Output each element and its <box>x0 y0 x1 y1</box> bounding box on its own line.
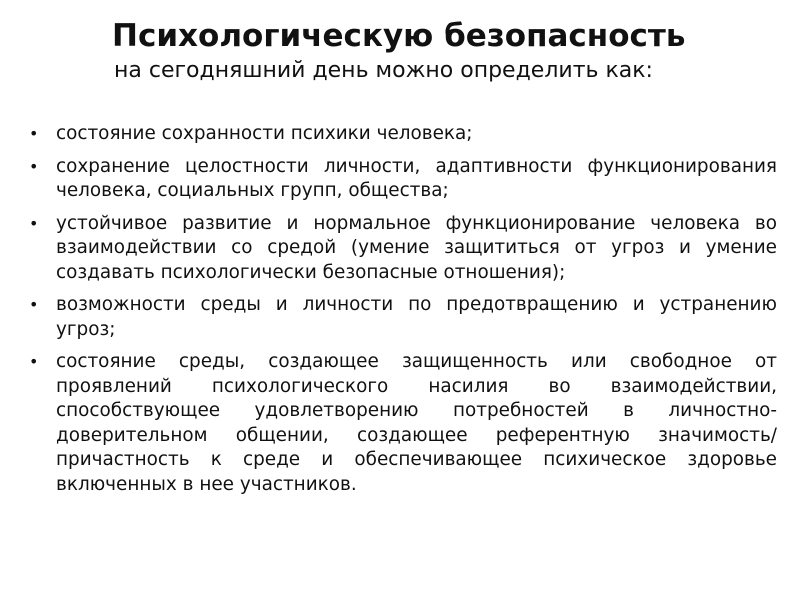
bullet-icon: • <box>29 295 39 314</box>
slide-title: Психологическую безопасность <box>112 18 686 54</box>
bullet-text: возможности среды и личности по предотвращению и устранению угроз; <box>56 294 777 340</box>
bullet-icon: • <box>29 156 39 176</box>
bullet-icon: • <box>29 213 39 233</box>
bullet-item <box>27 122 777 147</box>
bullet-icon: • <box>29 124 39 143</box>
bullet-list <box>27 122 777 505</box>
title-block <box>112 18 752 84</box>
bullet-item <box>27 293 777 342</box>
bullet-item <box>27 350 777 497</box>
bullet-text: устойчивое развитие и нормальное функционирование человека во взаимодействии со средой (умение защититься от угроз и умение создавать психологически безопасные отношения); <box>56 212 777 283</box>
bullet-icon: • <box>29 352 39 371</box>
slide-subtitle: на сегодняшний день можно определить как: <box>114 58 653 83</box>
bullet-text: сохранение целостности личности, адаптивности функционирования человека, социальных групп, общества; <box>56 155 777 201</box>
bullet-item <box>27 155 777 204</box>
bullet-item <box>27 212 777 286</box>
bullet-text: состояние сохранности психики человека; <box>56 123 473 144</box>
bullet-text: состояние среды, создающее защищенность или свободное от проявлений психологического насилия во взаимодействии, способствующее удовлетворению потребностей в личностно-доверительном общении, создающее референтную значимость/причастность к среде и обеспечивающее психическое здоровье включенных в нее участников. <box>56 351 777 495</box>
